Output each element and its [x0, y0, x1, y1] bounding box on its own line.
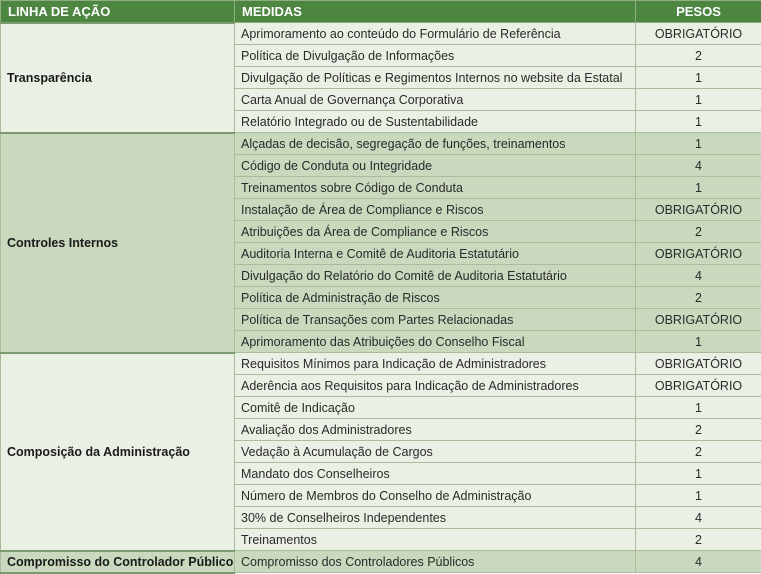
table-row: [1, 133, 761, 155]
weight-cell: 2: [636, 529, 761, 551]
group-label: Compromisso do Controlador Público: [1, 551, 235, 573]
measure-cell: Aprimoramento ao conteúdo do Formulário de Referência: [235, 23, 636, 45]
header-row: [1, 1, 761, 23]
table-row: [1, 353, 761, 375]
weight-cell: 2: [636, 221, 761, 243]
measure-cell: Treinamentos: [235, 529, 636, 551]
measure-cell: Carta Anual de Governança Corporativa: [235, 89, 636, 111]
measure-cell: Código de Conduta ou Integridade: [235, 155, 636, 177]
weight-cell: OBRIGATÓRIO: [636, 375, 761, 397]
weight-cell: 2: [636, 419, 761, 441]
weight-cell: 1: [636, 331, 761, 353]
measure-cell: Mandato dos Conselheiros: [235, 463, 636, 485]
weight-cell: 4: [636, 265, 761, 287]
measure-cell: Auditoria Interna e Comitê de Auditoria Estatutário: [235, 243, 636, 265]
measure-cell: Vedação à Acumulação de Cargos: [235, 441, 636, 463]
measure-cell: Aprimoramento das Atribuições do Conselho Fiscal: [235, 331, 636, 353]
header-pesos: PESOS: [636, 1, 761, 23]
weight-cell: OBRIGATÓRIO: [636, 243, 761, 265]
weight-cell: OBRIGATÓRIO: [636, 353, 761, 375]
measure-cell: 30% de Conselheiros Independentes: [235, 507, 636, 529]
weight-cell: 4: [636, 155, 761, 177]
header-medidas: MEDIDAS: [235, 1, 636, 23]
weight-cell: 1: [636, 133, 761, 155]
weight-cell: 2: [636, 287, 761, 309]
group-label: Controles Internos: [1, 133, 235, 353]
weight-cell: OBRIGATÓRIO: [636, 23, 761, 45]
measure-cell: Divulgação do Relatório do Comitê de Auditoria Estatutário: [235, 265, 636, 287]
weight-cell: OBRIGATÓRIO: [636, 199, 761, 221]
measure-cell: Compromisso dos Controladores Públicos: [235, 551, 636, 573]
measure-cell: Alçadas de decisão, segregação de funções, treinamentos: [235, 133, 636, 155]
weight-cell: 2: [636, 45, 761, 67]
measure-cell: Atribuições da Área de Compliance e Riscos: [235, 221, 636, 243]
measure-cell: Relatório Integrado ou de Sustentabilidade: [235, 111, 636, 133]
weight-cell: OBRIGATÓRIO: [636, 309, 761, 331]
measure-cell: Avaliação dos Administradores: [235, 419, 636, 441]
group-label: Composição da Administração: [1, 353, 235, 551]
group-label: Transparência: [1, 23, 235, 133]
measure-cell: Número de Membros do Conselho de Administração: [235, 485, 636, 507]
weight-cell: 4: [636, 507, 761, 529]
header-linha: LINHA DE AÇÃO: [1, 1, 235, 23]
measure-cell: Política de Administração de Riscos: [235, 287, 636, 309]
measure-cell: Instalação de Área de Compliance e Riscos: [235, 199, 636, 221]
measure-cell: Treinamentos sobre Código de Conduta: [235, 177, 636, 199]
weight-cell: 1: [636, 177, 761, 199]
table-body: [1, 23, 761, 573]
measure-cell: Divulgação de Políticas e Regimentos Internos no website da Estatal: [235, 67, 636, 89]
weight-cell: 1: [636, 89, 761, 111]
weight-cell: 1: [636, 67, 761, 89]
weight-cell: 1: [636, 397, 761, 419]
measure-cell: Aderência aos Requisitos para Indicação de Administradores: [235, 375, 636, 397]
weight-cell: 2: [636, 441, 761, 463]
table-row: [1, 23, 761, 45]
weight-cell: 1: [636, 485, 761, 507]
measure-cell: Requisitos Mínimos para Indicação de Administradores: [235, 353, 636, 375]
measure-cell: Política de Transações com Partes Relacionadas: [235, 309, 636, 331]
table-row: [1, 551, 761, 573]
weight-cell: 1: [636, 463, 761, 485]
weight-cell: 1: [636, 111, 761, 133]
measure-cell: Comitê de Indicação: [235, 397, 636, 419]
measure-cell: Política de Divulgação de Informações: [235, 45, 636, 67]
weight-cell: 4: [636, 551, 761, 573]
